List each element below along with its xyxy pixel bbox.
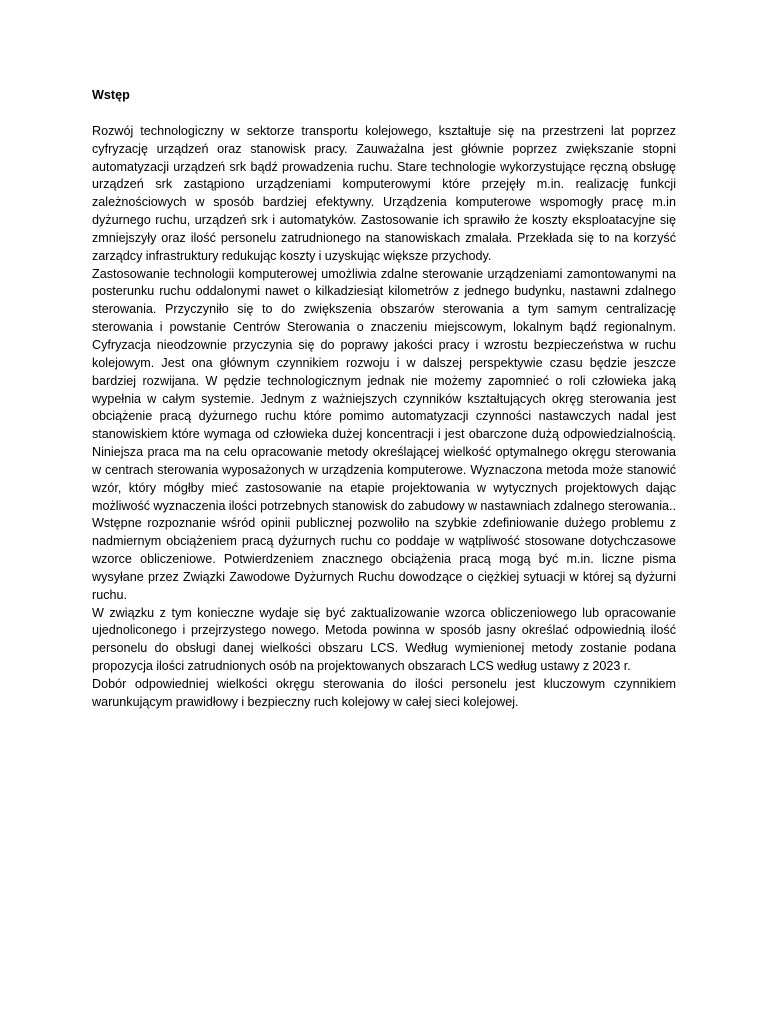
paragraph-1: Rozwój technologiczny w sektorze transportu kolejowego, kształtuje się na przestrzeni lat poprzez cyfryzację urządzeń oraz stanowisk pracy. Zauważalna jest głównie poprzez zwiększanie stopni automatyzacji urządzeń srk bądź prowadzenia ruchu. Stare technologie wykorzystujące ręczną obsługę urządzeń srk zastąpiono urządzeniami komputerowymi które przejęły m.in. realizację funkcji zależnościowych w sposób bardziej efektywny. Urządzenia komputerowe wspomogły pracę m.in dyżurnego ruchu, urządzeń srk i automatyków. Zastosowanie ich sprawiło że koszty eksploatacyjne się zmniejszyły oraz ilość personelu zatrudnionego na stanowiskach zmalała. Przekłada się to na korzyść zarządcy infrastruktury redukując koszty i uzyskując większe przychody. <box>92 123 676 263</box>
paragraph-4: Dobór odpowiedniej wielkości okręgu sterowania do ilości personelu jest kluczowym czynnikiem warunkującym prawidłowy i bezpieczny ruch kolejowy w całej sieci kolejowej. <box>92 677 676 709</box>
document-body <box>92 87 676 712</box>
paragraph-2: Zastosowanie technologii komputerowej umożliwia zdalne sterowanie urządzeniami zamontowanymi na posterunku ruchu oddalonymi nawet o kilkadziesiąt kilometrów z jednego budynku, nastawni zdalnego sterowania. Przyczyniło się to do zwiększenia obszarów sterowania a tym samym centralizację sterowania i powstanie Centrów Sterowania o znaczeniu miejscowym, lokalnym bądź regionalnym. Cyfryzacja nieodzownie przyczynia się do poprawy jakości pracy i wzrostu bezpieczeństwa w ruchu kolejowym. Jest ona głównym czynnikiem rozwoju i w dalszej perspektywie czasu będzie jeszcze bardziej rozwijana. W pędzie technologicznym jednak nie możemy zapomnieć o roli człowieka jaką wypełnia w całym systemie. Jednym z ważniejszych czynników kształtujących okręg sterowania jest obciążenie pracą dyżurnego ruchu które pomimo automatyzacji czynności nastawczych nadal jest stanowiskiem które wymaga od człowieka dużej koncentracji i jest obarczone dużą odpowiedzialnością. Niniejsza praca ma na celu opracowanie metody określającej wielkość optymalnego okręgu sterowania w centrach sterowania wyposażonych w urządzenia komputerowe. Wyznaczona metoda może stanowić wzór, który mógłby mieć zastosowanie na etapie projektowania w wytycznych projektowych dając możliwość wyznaczenia ilości potrzebnych stanowisk do zabudowy w nastawniach zdalnego sterowania.. Wstępne rozpoznanie wśród opinii publicznej pozwoliło na szybkie zdefiniowanie dużego problemu z nadmiernym obciążeniem pracą dyżurnych ruchu co poddaje w wątpliwość stosowane dotychczasowe wzorce obliczeniowe. Potwierdzeniem znacznego obciążenia pracą mogą być m.in. liczne pisma wysyłane przez Związki Zawodowe Dyżurnych Ruchu dowodzące o ciężkiej sytuacji w której są dyżurni ruchu. <box>92 266 676 602</box>
paragraph-3: W związku z tym konieczne wydaje się być zaktualizowanie wzorca obliczeniowego lub opracowanie ujednoliconego i przejrzystego nowego. Metoda powinna w sposób jasny określać odpowiednią ilość personelu do obsługi danej wielkości obszaru LCS. Według wymienionej metody zostanie podana propozycja ilości zatrudnionych osób na projektowanych obszarach LCS według ustawy z 2023 r. <box>92 605 676 674</box>
section-heading: Wstęp <box>92 88 130 102</box>
